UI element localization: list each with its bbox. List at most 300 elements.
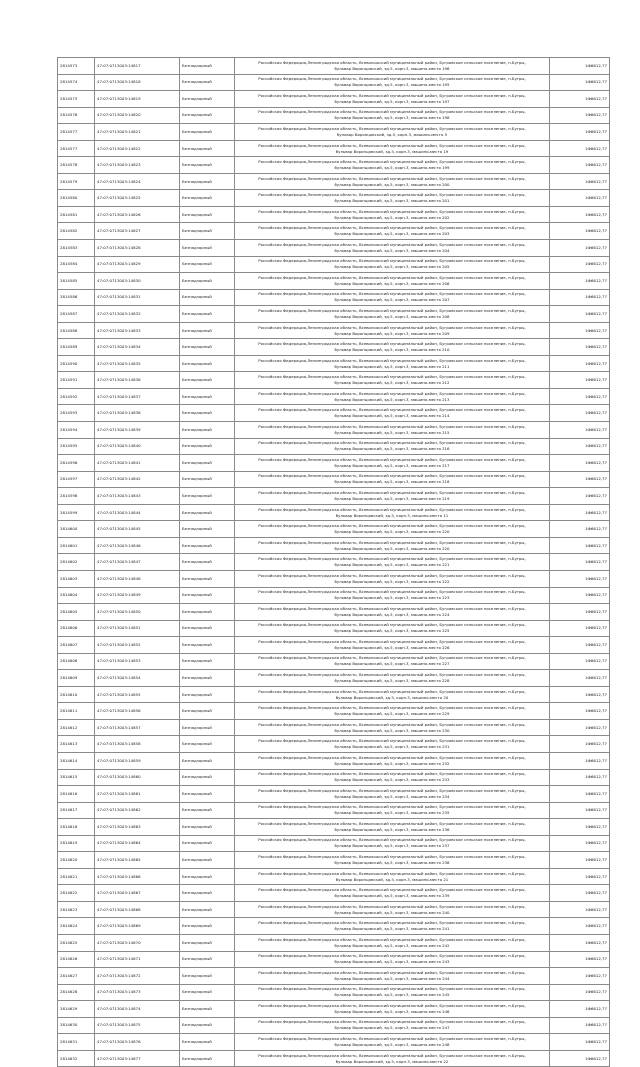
address-line-2: бульвар Воронцовский, зд.5, корп.3, машино-место 246 <box>334 1008 450 1014</box>
object-type-cell: Безнадзорный <box>180 322 235 339</box>
address-cell <box>235 537 550 554</box>
object-type-cell: Безнадзорный <box>180 339 235 356</box>
address-line-1: Российская Федерация,Ленинградская область, Всеволожский муниципальный район, Бугровское сельское поселение, п.Бугры, <box>258 705 526 711</box>
value-cell: 1Ф6612,77 <box>550 91 610 108</box>
value-cell: 1Ф6612,77 <box>550 587 610 604</box>
value-cell: 1Ф6612,77 <box>550 422 610 439</box>
value-cell: 1Ф6612,77 <box>550 1050 610 1067</box>
table-row <box>58 455 610 472</box>
row-id-cell: 2814619 <box>58 835 95 852</box>
row-id-cell: 2814587 <box>58 306 95 323</box>
table-row <box>58 752 610 769</box>
table-row <box>58 91 610 108</box>
object-type-cell: Безнадзорный <box>180 537 235 554</box>
address-line-1: Российская Федерация,Ленинградская область, Всеволожский муниципальный район, Бугровское сельское поселение, п.Бугры, <box>258 159 526 165</box>
row-id-cell: 2814630 <box>58 1017 95 1034</box>
address-line-1: Российская Федерация,Ленинградская область, Всеволожский муниципальный район, Бугровское сельское поселение, п.Бугры, <box>258 986 526 992</box>
address-line-2: бульвар Воронцовский, зд.5, корп.3, машино-место 213 <box>334 396 450 402</box>
address-line-1: Российская Федерация,Ленинградская область, Всеволожский муниципальный район, Бугровское сельское поселение, п.Бугры, <box>258 622 526 628</box>
row-id-cell: 2814584 <box>58 256 95 273</box>
cadastral-number-cell: 47:07:0713003:14828 <box>95 240 180 257</box>
cadastral-number-cell: 47:07:0713003:14859 <box>95 752 180 769</box>
value-cell: 1Ф6612,77 <box>550 653 610 670</box>
cadastral-number-cell: 47:07:0713003:14843 <box>95 488 180 505</box>
address-cell <box>235 355 550 372</box>
address-line-2: бульвар Воронцовский, зд.5, корп.3, машино-место 247 <box>334 1025 450 1031</box>
cadastral-number-cell: 47:07:0713003:14847 <box>95 554 180 571</box>
cadastral-number-cell: 47:07:0713003:14871 <box>95 951 180 968</box>
object-type-cell: Безнадзорный <box>180 885 235 902</box>
table-row <box>58 140 610 157</box>
cadastral-number-cell: 47:07:0713003:14842 <box>95 471 180 488</box>
row-id-cell: 2814578 <box>58 157 95 174</box>
address-line-2: бульвар Воронцовский, зд.5, корп.3, машино-место 239 <box>334 893 450 899</box>
table-row <box>58 835 610 852</box>
object-type-cell: Безнадзорный <box>180 868 235 885</box>
address-line-2: бульвар Воронцовский, зд.5, корп.3, машино-место 238 <box>334 860 450 866</box>
cadastral-number-cell: 47:07:0713003:14876 <box>95 1034 180 1051</box>
value-cell: 1Ф6612,77 <box>550 273 610 290</box>
address-line-2: бульвар Воронцовский, зд.5, корп.3, машино-место 222 <box>334 578 450 584</box>
object-type-cell: Безнадзорный <box>180 58 235 75</box>
value-cell: 1Ф6612,77 <box>550 1017 610 1034</box>
table-row <box>58 968 610 985</box>
row-id-cell: 2814623 <box>58 901 95 918</box>
address-cell <box>235 653 550 670</box>
address-cell <box>235 752 550 769</box>
address-line-1: Российская Федерация,Ленинградская область, Всеволожский муниципальный район, Бугровское сельское поселение, п.Бугры, <box>258 109 526 115</box>
address-cell <box>235 124 550 141</box>
cadastral-number-cell: 47:07:0713003:14836 <box>95 372 180 389</box>
row-id-cell: 2814608 <box>58 653 95 670</box>
value-cell: 1Ф6612,77 <box>550 140 610 157</box>
address-cell <box>235 240 550 257</box>
address-line-1: Российская Федерация,Ленинградская область, Всеволожский муниципальный район, Бугровское сельское поселение, п.Бугры, <box>258 125 526 131</box>
address-line-1: Российская Федерация,Ленинградская область, Всеволожский муниципальный район, Бугровское сельское поселение, п.Бугры, <box>258 820 526 826</box>
address-cell <box>235 273 550 290</box>
cadastral-number-cell: 47:07:0713003:14817 <box>95 58 180 75</box>
address-line-2: бульвар Воронцовский, зд.5, корп.3, машино-место 206 <box>334 280 450 286</box>
value-cell: 1Ф6612,77 <box>550 190 610 207</box>
address-line-1: Российская Федерация,Ленинградская область, Всеволожский муниципальный район, Бугровское сельское поселение, п.Бугры, <box>258 969 526 975</box>
table-row <box>58 901 610 918</box>
table-row <box>58 289 610 306</box>
row-id-cell: 2814601 <box>58 537 95 554</box>
row-id-cell: 2814592 <box>58 388 95 405</box>
address-line-2: бульвар Воронцовский, зд.5, корп.3, машино-место 227 <box>334 661 450 667</box>
table-row <box>58 190 610 207</box>
object-type-cell: Безнадзорный <box>180 1034 235 1051</box>
address-line-1: Российская Федерация,Ленинградская область, Всеволожский муниципальный район, Бугровское сельское поселение, п.Бугры, <box>258 589 526 595</box>
address-cell <box>235 372 550 389</box>
cadastral-number-cell: 47:07:0713003:14818 <box>95 74 180 91</box>
row-id-cell: 2814603 <box>58 570 95 587</box>
row-id-cell: 2814606 <box>58 620 95 637</box>
object-type-cell: Безнадзорный <box>180 355 235 372</box>
value-cell: 1Ф6612,77 <box>550 455 610 472</box>
value-cell: 1Ф6612,77 <box>550 1034 610 1051</box>
address-line-1: Российская Федерация,Ленинградская область, Всеволожский муниципальный район, Бугровское сельское поселение, п.Бугры, <box>258 374 526 380</box>
cadastral-number-cell: 47:07:0713003:14873 <box>95 984 180 1001</box>
address-line-1: Российская Федерация,Ленинградская область, Всеволожский муниципальный район, Бугровское сельское поселение, п.Бугры, <box>258 920 526 926</box>
address-line-1: Российская Федерация,Ленинградская область, Всеволожский муниципальный район, Бугровское сельское поселение, п.Бугры, <box>258 341 526 347</box>
address-cell <box>235 107 550 124</box>
value-cell: 1Ф6612,77 <box>550 471 610 488</box>
address-line-2: бульвар Воронцовский, зд.5, корп.3, машино-место 236 <box>334 826 450 832</box>
address-cell <box>235 951 550 968</box>
address-cell <box>235 488 550 505</box>
object-type-cell: Безнадзорный <box>180 206 235 223</box>
object-type-cell: Безнадзорный <box>180 438 235 455</box>
cadastral-number-cell: 47:07:0713003:14826 <box>95 206 180 223</box>
table-row <box>58 769 610 786</box>
cadastral-number-cell: 47:07:0713003:14866 <box>95 868 180 885</box>
value-cell: 1Ф6612,77 <box>550 901 610 918</box>
address-line-2: бульвар Воронцовский, зд.5, корп.3, машино-место 198 <box>334 115 450 121</box>
address-line-1: Российская Федерация,Ленинградская область, Всеволожский муниципальный район, Бугровское сельское поселение, п.Бугры, <box>258 1052 526 1058</box>
address-line-1: Российская Федерация,Ленинградская область, Всеволожский муниципальный район, Бугровское сельское поселение, п.Бугры, <box>258 688 526 694</box>
table-row <box>58 273 610 290</box>
value-cell: 1Ф6612,77 <box>550 58 610 75</box>
row-id-cell: 2814585 <box>58 273 95 290</box>
row-id-cell: 2814627 <box>58 968 95 985</box>
address-line-2: бульвар Воронцовский, зд.5, корп.3, машино-место 208 <box>334 313 450 319</box>
address-cell <box>235 422 550 439</box>
address-line-2: бульвар Воронцовский, зд.5, корп.3, машино-место 243 <box>334 959 450 965</box>
value-cell: 1Ф6612,77 <box>550 703 610 720</box>
table-row <box>58 637 610 654</box>
object-type-cell: Безнадзорный <box>180 620 235 637</box>
property-table <box>57 57 610 1067</box>
address-line-2: бульвар Воронцовский, зд.5, корп.3, машино-место 235 <box>334 810 450 816</box>
address-line-2: бульвар Воронцовский, зд.5, корп.3, машино-место 214 <box>334 413 450 419</box>
address-line-1: Российская Федерация,Ленинградская область, Всеволожский муниципальный район, Бугровское сельское поселение, п.Бугры, <box>258 307 526 313</box>
value-cell: 1Ф6612,77 <box>550 719 610 736</box>
cadastral-number-cell: 47:07:0713003:14851 <box>95 620 180 637</box>
row-id-cell: 2814600 <box>58 521 95 538</box>
cadastral-number-cell: 47:07:0713003:14870 <box>95 934 180 951</box>
row-id-cell: 2814614 <box>58 752 95 769</box>
value-cell: 1Ф6612,77 <box>550 124 610 141</box>
address-cell <box>235 405 550 422</box>
value-cell: 1Ф6612,77 <box>550 240 610 257</box>
address-cell <box>235 1001 550 1018</box>
table-row <box>58 604 610 621</box>
table-row <box>58 438 610 455</box>
cadastral-number-cell: 47:07:0713003:14868 <box>95 901 180 918</box>
cadastral-number-cell: 47:07:0713003:14863 <box>95 819 180 836</box>
address-line-1: Российская Федерация,Ленинградская область, Всеволожский муниципальный район, Бугровское сельское поселение, п.Бугры, <box>258 572 526 578</box>
address-line-1: Российская Федерация,Ленинградская область, Всеволожский муниципальный район, Бугровское сельское поселение, п.Бугры, <box>258 804 526 810</box>
object-type-cell: Безнадзорный <box>180 686 235 703</box>
address-line-2: бульвар Воронцовский, зд.5, корп.3, машино-место 220 <box>334 545 450 551</box>
value-cell: 1Ф6612,77 <box>550 637 610 654</box>
value-cell: 1Ф6612,77 <box>550 802 610 819</box>
table-row <box>58 587 610 604</box>
value-cell: 1Ф6612,77 <box>550 537 610 554</box>
cadastral-number-cell: 47:07:0713003:14821 <box>95 124 180 141</box>
cadastral-number-cell: 47:07:0713003:14822 <box>95 140 180 157</box>
table-row <box>58 223 610 240</box>
address-line-1: Российская Федерация,Ленинградская область, Всеволожский муниципальный район, Бугровское сельское поселение, п.Бугры, <box>258 407 526 413</box>
value-cell: 1Ф6612,77 <box>550 885 610 902</box>
address-line-1: Российская Федерация,Ленинградская область, Всеволожский муниципальный район, Бугровское сельское поселение, п.Бугры, <box>258 225 526 231</box>
value-cell: 1Ф6612,77 <box>550 736 610 753</box>
table-row <box>58 719 610 736</box>
address-line-1: Российская Федерация,Ленинградская область, Всеволожский муниципальный район, Бугровское сельское поселение, п.Бугры, <box>258 936 526 942</box>
table-row <box>58 1001 610 1018</box>
address-line-2: бульвар Воронцовский, зд.5, корп.3, машино-место 196 <box>334 65 450 71</box>
table-row <box>58 852 610 869</box>
address-line-2: бульвар Воронцовский, зд.5, корп.3, машино-место 197 <box>334 98 450 104</box>
row-id-cell: 2814632 <box>58 1050 95 1067</box>
row-id-cell: 2814613 <box>58 736 95 753</box>
cadastral-number-cell: 47:07:0713003:14858 <box>95 736 180 753</box>
address-line-2: бульвар Воронцовский, зд.5, корп.3, машино-место 21 <box>335 876 449 882</box>
cadastral-number-cell: 47:07:0713003:14862 <box>95 802 180 819</box>
address-line-2: бульвар Воронцовский, зд.5, корп.3, машино-место 203 <box>334 231 450 237</box>
address-line-1: Российская Федерация,Ленинградская область, Всеволожский муниципальный район, Бугровское сельское поселение, п.Бугры, <box>258 92 526 98</box>
address-line-2: бульвар Воронцовский, зд.5, корп.3, машино-место 221 <box>334 562 450 568</box>
address-line-2: бульвар Воронцовский, зд.5, корп.3, машино-место 223 <box>334 595 450 601</box>
address-line-1: Российская Федерация,Ленинградская область, Всеволожский муниципальный район, Бугровское сельское поселение, п.Бугры, <box>258 76 526 82</box>
address-line-2: бульвар Воронцовский, зд.5, корп.3, машино-место 19 <box>335 148 449 154</box>
address-cell <box>235 388 550 405</box>
row-id-cell: 2814589 <box>58 339 95 356</box>
row-id-cell: 2814573 <box>58 58 95 75</box>
object-type-cell: Безнадзорный <box>180 173 235 190</box>
table-row <box>58 951 610 968</box>
address-line-1: Российская Федерация,Ленинградская область, Всеволожский муниципальный район, Бугровское сельское поселение, п.Бугры, <box>258 473 526 479</box>
row-id-cell: 2814604 <box>58 587 95 604</box>
row-id-cell: 2814583 <box>58 240 95 257</box>
value-cell: 1Ф6612,77 <box>550 686 610 703</box>
address-line-1: Российская Федерация,Ленинградская область, Всеволожский муниципальный район, Бугровское сельское поселение, п.Бугры, <box>258 506 526 512</box>
object-type-cell: Безнадзорный <box>180 306 235 323</box>
object-type-cell: Безнадзорный <box>180 670 235 687</box>
cadastral-number-cell: 47:07:0713003:14823 <box>95 157 180 174</box>
address-cell <box>235 91 550 108</box>
address-cell <box>235 570 550 587</box>
address-line-1: Российская Федерация,Ленинградская область, Всеволожский муниципальный район, Бугровское сельское поселение, п.Бугры, <box>258 456 526 462</box>
row-id-cell: 2814579 <box>58 173 95 190</box>
address-line-2: бульвар Воронцовский, зд.5, корп.3, машино-место 201 <box>334 198 450 204</box>
value-cell: 1Ф6612,77 <box>550 173 610 190</box>
address-line-2: бульвар Воронцовский, зд.5, корп.3, машино-место 244 <box>334 975 450 981</box>
address-line-1: Российская Федерация,Ленинградская область, Всеволожский муниципальный район, Бугровское сельское поселение, п.Бугры, <box>258 1002 526 1008</box>
cadastral-number-cell: 47:07:0713003:14875 <box>95 1017 180 1034</box>
table-row <box>58 107 610 124</box>
table-row <box>58 537 610 554</box>
table-row <box>58 173 610 190</box>
row-id-cell: 2814607 <box>58 637 95 654</box>
row-id-cell: 2814576 <box>58 107 95 124</box>
cadastral-number-cell: 47:07:0713003:14856 <box>95 703 180 720</box>
address-cell <box>235 736 550 753</box>
value-cell: 1Ф6612,77 <box>550 306 610 323</box>
row-id-cell: 2814626 <box>58 951 95 968</box>
table-row <box>58 306 610 323</box>
object-type-cell: Безнадзорный <box>180 273 235 290</box>
address-line-2: бульвар Воронцовский, зд.5, корп.3, машино-место 248 <box>334 1042 450 1048</box>
table-row <box>58 256 610 273</box>
address-cell <box>235 140 550 157</box>
value-cell: 1Ф6612,77 <box>550 223 610 240</box>
address-cell <box>235 223 550 240</box>
cadastral-number-cell: 47:07:0713003:14820 <box>95 107 180 124</box>
value-cell: 1Ф6612,77 <box>550 372 610 389</box>
value-cell: 1Ф6612,77 <box>550 157 610 174</box>
address-cell <box>235 173 550 190</box>
address-cell <box>235 438 550 455</box>
object-type-cell: Безнадзорный <box>180 124 235 141</box>
row-id-cell: 2814620 <box>58 852 95 869</box>
address-line-1: Российская Федерация,Ленинградская область, Всеволожский муниципальный район, Бугровское сельское поселение, п.Бугры, <box>258 489 526 495</box>
cadastral-number-cell: 47:07:0713003:14844 <box>95 504 180 521</box>
value-cell: 1Ф6612,77 <box>550 951 610 968</box>
object-type-cell: Безнадзорный <box>180 140 235 157</box>
address-cell <box>235 1017 550 1034</box>
table-row <box>58 918 610 935</box>
object-type-cell: Безнадзорный <box>180 719 235 736</box>
table-row <box>58 372 610 389</box>
cadastral-number-cell: 47:07:0713003:14857 <box>95 719 180 736</box>
table-row <box>58 554 610 571</box>
address-line-2: бульвар Воронцовский, зд.5, корп.3, машино-место 219 <box>334 495 450 501</box>
table-row <box>58 984 610 1001</box>
address-line-2: бульвар Воронцовский, зд.5, корп.3, машино-место 195 <box>334 82 450 88</box>
row-id-cell: 2814610 <box>58 686 95 703</box>
address-cell <box>235 885 550 902</box>
row-id-cell: 2814580 <box>58 190 95 207</box>
table-row <box>58 686 610 703</box>
row-id-cell: 2814631 <box>58 1034 95 1051</box>
address-line-1: Российская Федерация,Ленинградская область, Всеволожский муниципальный район, Бугровское сельское поселение, п.Бугры, <box>258 754 526 760</box>
address-line-2: бульвар Воронцовский, зд.5, корп.3, машино-место 245 <box>334 992 450 998</box>
value-cell: 1Ф6612,77 <box>550 322 610 339</box>
address-cell <box>235 769 550 786</box>
table-row <box>58 124 610 141</box>
table-row <box>58 157 610 174</box>
object-type-cell: Безнадзорный <box>180 769 235 786</box>
table-row <box>58 206 610 223</box>
table-row <box>58 1050 610 1067</box>
object-type-cell: Безнадзорный <box>180 736 235 753</box>
address-cell <box>235 819 550 836</box>
address-cell <box>235 74 550 91</box>
address-line-1: Российская Федерация,Ленинградская область, Всеволожский муниципальный район, Бугровское сельское поселение, п.Бугры, <box>258 605 526 611</box>
table-row <box>58 471 610 488</box>
value-cell: 1Ф6612,77 <box>550 852 610 869</box>
row-id-cell: 2814586 <box>58 289 95 306</box>
row-id-cell: 2814596 <box>58 455 95 472</box>
object-type-cell: Безнадзорный <box>180 74 235 91</box>
table-row <box>58 521 610 538</box>
value-cell: 1Ф6612,77 <box>550 1001 610 1018</box>
address-line-1: Российская Федерация,Ленинградская область, Всеволожский муниципальный район, Бугровское сельское поселение, п.Бугры, <box>258 258 526 264</box>
object-type-cell: Безнадзорный <box>180 819 235 836</box>
address-line-2: бульвар Воронцовский, зд.5, корп.3, машино-место 229 <box>334 711 450 717</box>
address-cell <box>235 1050 550 1067</box>
address-cell <box>235 521 550 538</box>
address-line-2: бульвар Воронцовский, зд.5, корп.3, машино-место 224 <box>334 611 450 617</box>
cadastral-number-cell: 47:07:0713003:14861 <box>95 786 180 803</box>
row-id-cell: 2814594 <box>58 422 95 439</box>
row-id-cell: 2814577 <box>58 140 95 157</box>
value-cell: 1Ф6612,77 <box>550 488 610 505</box>
object-type-cell: Безнадзорный <box>180 455 235 472</box>
object-type-cell: Безнадзорный <box>180 637 235 654</box>
value-cell: 1Ф6612,77 <box>550 74 610 91</box>
table-row <box>58 322 610 339</box>
address-line-1: Российская Федерация,Ленинградская область, Всеволожский муниципальный район, Бугровское сельское поселение, п.Бугры, <box>258 241 526 247</box>
cadastral-number-cell: 47:07:0713003:14833 <box>95 322 180 339</box>
address-cell <box>235 554 550 571</box>
value-cell: 1Ф6612,77 <box>550 968 610 985</box>
table-row <box>58 422 610 439</box>
address-line-2: бульвар Воронцовский, зд.5, корп.3, машино-место 228 <box>334 678 450 683</box>
address-line-1: Российская Федерация,Ленинградская область, Всеволожский муниципальный район, Бугровское сельское поселение, п.Бугры, <box>258 721 526 727</box>
row-id-cell: 2814615 <box>58 769 95 786</box>
address-line-1: Российская Федерация,Ленинградская область, Всеволожский муниципальный район, Бугровское сельское поселение, п.Бугры, <box>258 324 526 330</box>
address-cell <box>235 58 550 75</box>
object-type-cell: Безнадзорный <box>180 405 235 422</box>
row-id-cell: 2814582 <box>58 223 95 240</box>
value-cell: 1Ф6612,77 <box>550 604 610 621</box>
row-id-cell: 2814593 <box>58 405 95 422</box>
row-id-cell: 2814618 <box>58 819 95 836</box>
object-type-cell: Безнадзорный <box>180 488 235 505</box>
row-id-cell: 2814581 <box>58 206 95 223</box>
table-row <box>58 670 610 687</box>
object-type-cell: Безнадзорный <box>180 1050 235 1067</box>
table-row <box>58 703 610 720</box>
row-id-cell: 2814590 <box>58 355 95 372</box>
cadastral-number-cell: 47:07:0713003:14827 <box>95 223 180 240</box>
cadastral-number-cell: 47:07:0713003:14872 <box>95 968 180 985</box>
object-type-cell: Безнадзорный <box>180 372 235 389</box>
row-id-cell: 2814616 <box>58 786 95 803</box>
property-table-body <box>58 58 610 1067</box>
object-type-cell: Безнадзорный <box>180 422 235 439</box>
row-id-cell: 2814602 <box>58 554 95 571</box>
table-row <box>58 653 610 670</box>
table-row <box>58 570 610 587</box>
cadastral-number-cell: 47:07:0713003:14864 <box>95 835 180 852</box>
address-line-1: Российская Федерация,Ленинградская область, Всеволожский муниципальный район, Бугровское сельское поселение, п.Бугры, <box>258 291 526 297</box>
address-line-2: бульвар Воронцовский, зд.5, корп.3, машино-место 237 <box>334 843 450 849</box>
row-id-cell: 2814597 <box>58 471 95 488</box>
address-cell <box>235 786 550 803</box>
address-line-2: бульвар Воронцовский, зд.5, корп.3, машино-место 230 <box>334 727 450 733</box>
address-line-1: Российская Федерация,Ленинградская область, Всеволожский муниципальный район, Бугровское сельское поселение, п.Бугры, <box>258 655 526 661</box>
object-type-cell: Безнадзорный <box>180 1001 235 1018</box>
cadastral-number-cell: 47:07:0713003:14855 <box>95 686 180 703</box>
address-line-1: Российская Федерация,Ленинградская область, Всеволожский муниципальный район, Бугровское сельское поселение, п.Бугры, <box>258 175 526 181</box>
row-id-cell: 2814591 <box>58 372 95 389</box>
cadastral-number-cell: 47:07:0713003:14869 <box>95 918 180 935</box>
address-cell <box>235 289 550 306</box>
cadastral-number-cell: 47:07:0713003:14865 <box>95 852 180 869</box>
object-type-cell: Безнадзорный <box>180 587 235 604</box>
value-cell: 1Ф6612,77 <box>550 670 610 687</box>
address-cell <box>235 157 550 174</box>
address-line-2: бульвар Воронцовский, зд.5, корп.3, машино-место 225 <box>334 628 450 634</box>
address-line-1: Российская Федерация,Ленинградская область, Всеволожский муниципальный район, Бугровское сельское поселение, п.Бугры, <box>258 390 526 396</box>
address-cell <box>235 719 550 736</box>
address-cell <box>235 686 550 703</box>
row-id-cell: 2814621 <box>58 868 95 885</box>
